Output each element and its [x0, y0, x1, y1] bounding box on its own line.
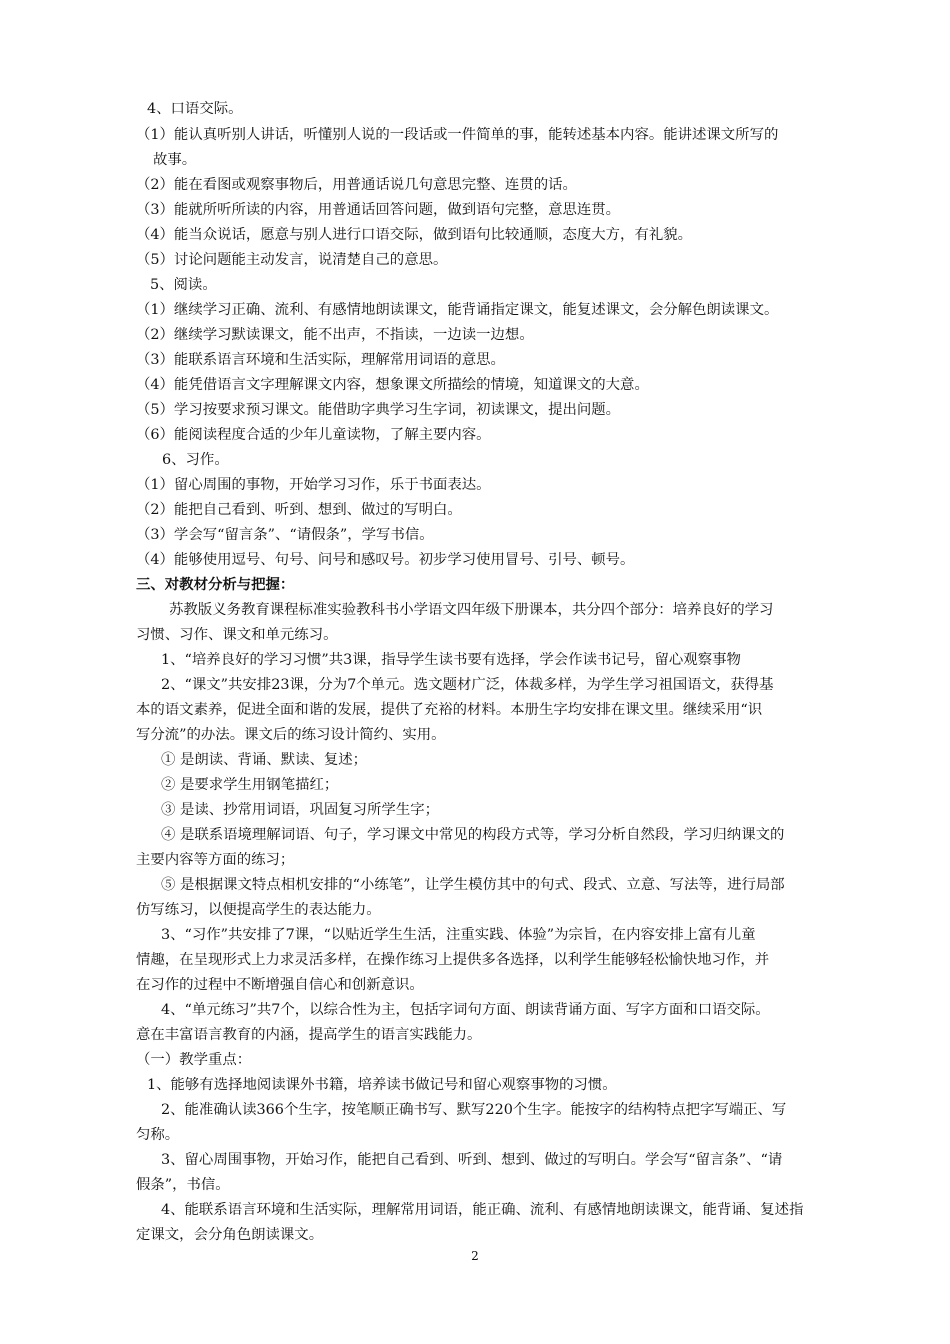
subheading-teaching-focus: （一）教学重点： [136, 1052, 252, 1068]
section-heading-textbook-analysis: 三、对教材分析与把握： [136, 576, 295, 593]
text-line: 在习作的过程中不断增强自信心和创新意识。 [136, 977, 424, 993]
text-line: 1、“培养良好的学习习惯”共3课，指导学生读书要有选择，学会作读书记号，留心观察事物 [161, 652, 741, 668]
text-line: 4、“单元练习”共7个，以综合性为主，包括字词句方面、朗读背诵方面、写字方面和口语交际。 [161, 1002, 770, 1018]
text-line: 情趣，在呈现形式上力求灵活多样，在操作练习上提供多各选择，以利学生能够轻松愉快地习作，并 [136, 952, 770, 968]
text-line: 2、能准确认读366个生字，按笔顺正确书写、默写220个生字。能按字的结构特点把字写端正、写 [161, 1102, 787, 1118]
text-line: （5）学习按要求预习课文。能借助字典学习生字词，初读课文，提出问题。 [136, 402, 621, 418]
text-line: 匀称。 [136, 1127, 180, 1143]
text-line: 定课文，会分角色朗读课文。 [136, 1227, 324, 1243]
text-line: （3）学会写“留言条”、“请假条”，学写书信。 [136, 527, 434, 543]
text-line: 意在丰富语言教育的内涵，提高学生的语言实践能力。 [136, 1027, 482, 1043]
text-line: （5）讨论问题能主动发言，说清楚自己的意思。 [136, 252, 448, 268]
text-line: 故事。 [153, 152, 197, 168]
text-line: （6）能阅读程度合适的少年儿童读物，了解主要内容。 [136, 427, 491, 443]
text-line: 1、能够有选择地阅读课外书籍，培养读书做记号和留心观察事物的习惯。 [147, 1077, 617, 1093]
text-line: 假条”，书信。 [136, 1177, 230, 1193]
text-line: 3、留心周围事物，开始习作，能把自己看到、听到、想到、做过的写明白。学会写“留言条”、“请 [161, 1152, 783, 1168]
text-line: （2）能在看图或观察事物后，用普通话说几句意思完整、连贯的话。 [136, 177, 577, 193]
text-line: （3）能就所听所读的内容，用普通话回答问题，做到语句完整，意思连贯。 [136, 202, 621, 218]
text-line: （4）能够使用逗号、句号、问号和感叹号。初步学习使用冒号、引号、顿号。 [136, 552, 635, 568]
list-item: ① 是朗读、背诵、默读、复述； [161, 752, 368, 768]
text-line: 写分流”的办法。课文后的练习设计简约、实用。 [136, 727, 446, 743]
text-line: （1）继续学习正确、流利、有感情地朗读课文，能背诵指定课文，能复述课文，会分解色朗读课文。 [136, 302, 779, 318]
list-item: ② 是要求学生用钢笔描红； [161, 777, 339, 793]
text-line: （2）能把自己看到、听到、想到、做过的写明白。 [136, 502, 462, 518]
text-line: 主要内容等方面的练习； [136, 852, 295, 868]
text-line: 习惯、习作、课文和单元练习。 [136, 627, 338, 643]
heading-reading: 5、阅读。 [150, 277, 217, 293]
text-line: 3、“习作”共安排了7课，“以贴近学生生活，注重实践、体验”为宗旨，在内容安排上富有儿童 [161, 927, 756, 943]
list-item: ③ 是读、抄常用词语，巩固复习所学生字； [161, 802, 439, 818]
list-item: ④ 是联系语境理解词语、句子，学习课文中常见的构段方式等，学习分析自然段，学习归纳课文的 [161, 827, 785, 843]
text-line: （1）能认真听别人讲话，听懂别人说的一段话或一件简单的事，能转述基本内容。能讲述课文所写的 [136, 127, 779, 143]
heading-oral-communication: 4、口语交际。 [147, 101, 243, 117]
heading-composition: 6、习作。 [162, 452, 229, 468]
page-number: 2 [471, 1249, 479, 1263]
list-item: ⑤ 是根据课文特点相机安排的“小练笔”，让学生模仿其中的句式、段式、立意、写法等，进行局部 [161, 877, 785, 893]
text-line: 仿写练习，以便提高学生的表达能力。 [136, 902, 381, 918]
text-line: 本的语文素养，促进全面和谐的发展，提供了充裕的材料。本册生字均安排在课文里。继续采用“识 [136, 702, 763, 718]
text-line: 4、能联系语言环境和生活实际，理解常用词语，能正确、流利、有感情地朗读课文，能背诵、复述指 [161, 1202, 804, 1218]
text-line: 2、“课文”共安排23课，分为7个单元。选文题材广泛，体裁多样，为学生学习祖国语文，获得基 [161, 677, 774, 693]
text-line: （4）能凭借语言文字理解课文内容，想象课文所描绘的情境，知道课文的大意。 [136, 377, 649, 393]
text-line: （4）能当众说话，愿意与别人进行口语交际，做到语句比较通顺，态度大方，有礼貌。 [136, 227, 693, 243]
text-line: （2）继续学习默读课文，能不出声，不指读，一边读一边想。 [136, 327, 534, 343]
text-line: 苏教版义务教育课程标准实验教科书小学语文四年级下册课本，共分四个部分：培养良好的学习 [169, 602, 774, 618]
text-line: （1）留心周围的事物，开始学习习作，乐于书面表达。 [136, 477, 491, 493]
text-line: （3）能联系语言环境和生活实际，理解常用词语的意思。 [136, 352, 505, 368]
